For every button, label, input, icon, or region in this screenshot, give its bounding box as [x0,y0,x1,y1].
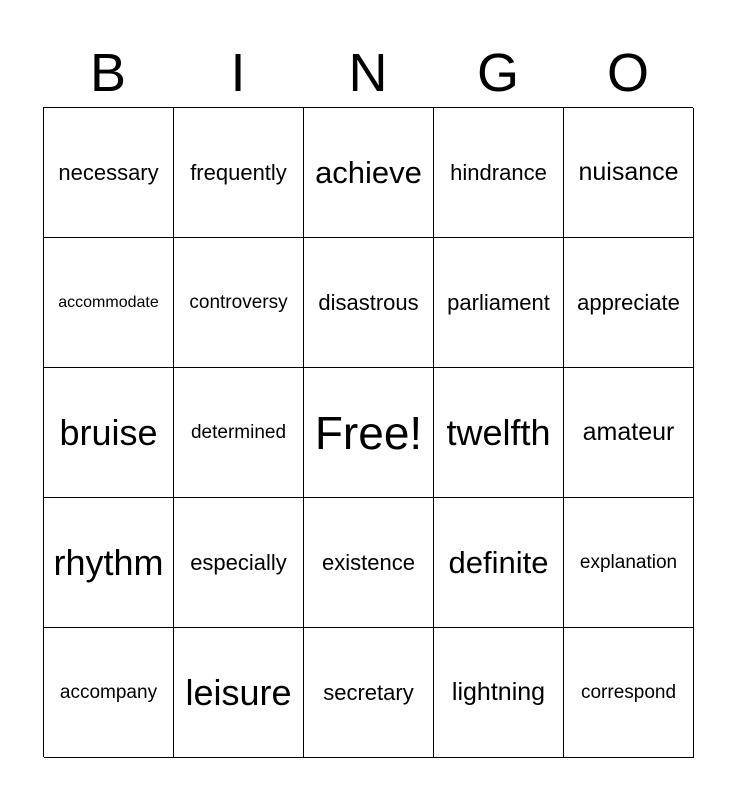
header-letter-o: O [606,43,649,103]
header-letter-i: I [230,43,246,103]
bingo-cell[interactable]: definite [434,498,564,628]
bingo-cell[interactable]: amateur [564,368,694,498]
free-space-cell[interactable]: Free! [304,368,434,498]
header-letter-b: B [89,43,127,103]
bingo-cell[interactable]: disastrous [304,238,434,368]
header-letter-n: N [348,43,388,103]
bingo-cell[interactable]: bruise [44,368,174,498]
bingo-cell[interactable]: appreciate [564,238,694,368]
bingo-cell[interactable]: accommodate [44,238,174,368]
bingo-cell[interactable]: parliament [434,238,564,368]
header-letter-g: G [476,43,519,103]
bingo-cell[interactable]: existence [304,498,434,628]
bingo-header [43,42,693,104]
bingo-board [43,107,693,757]
bingo-cell[interactable]: secretary [304,628,434,758]
bingo-cell[interactable]: correspond [564,628,694,758]
bingo-cell[interactable]: controversy [174,238,304,368]
bingo-cell[interactable]: hindrance [434,108,564,238]
bingo-cell[interactable]: explanation [564,498,694,628]
bingo-cell[interactable]: lightning [434,628,564,758]
bingo-cell[interactable]: frequently [174,108,304,238]
bingo-cell[interactable]: necessary [44,108,174,238]
bingo-cell[interactable]: determined [174,368,304,498]
bingo-cell[interactable]: twelfth [434,368,564,498]
bingo-cell[interactable]: leisure [174,628,304,758]
bingo-cell[interactable]: especially [174,498,304,628]
bingo-cell[interactable]: rhythm [44,498,174,628]
bingo-cell[interactable]: nuisance [564,108,694,238]
bingo-cell[interactable]: accompany [44,628,174,758]
bingo-cell[interactable]: achieve [304,108,434,238]
